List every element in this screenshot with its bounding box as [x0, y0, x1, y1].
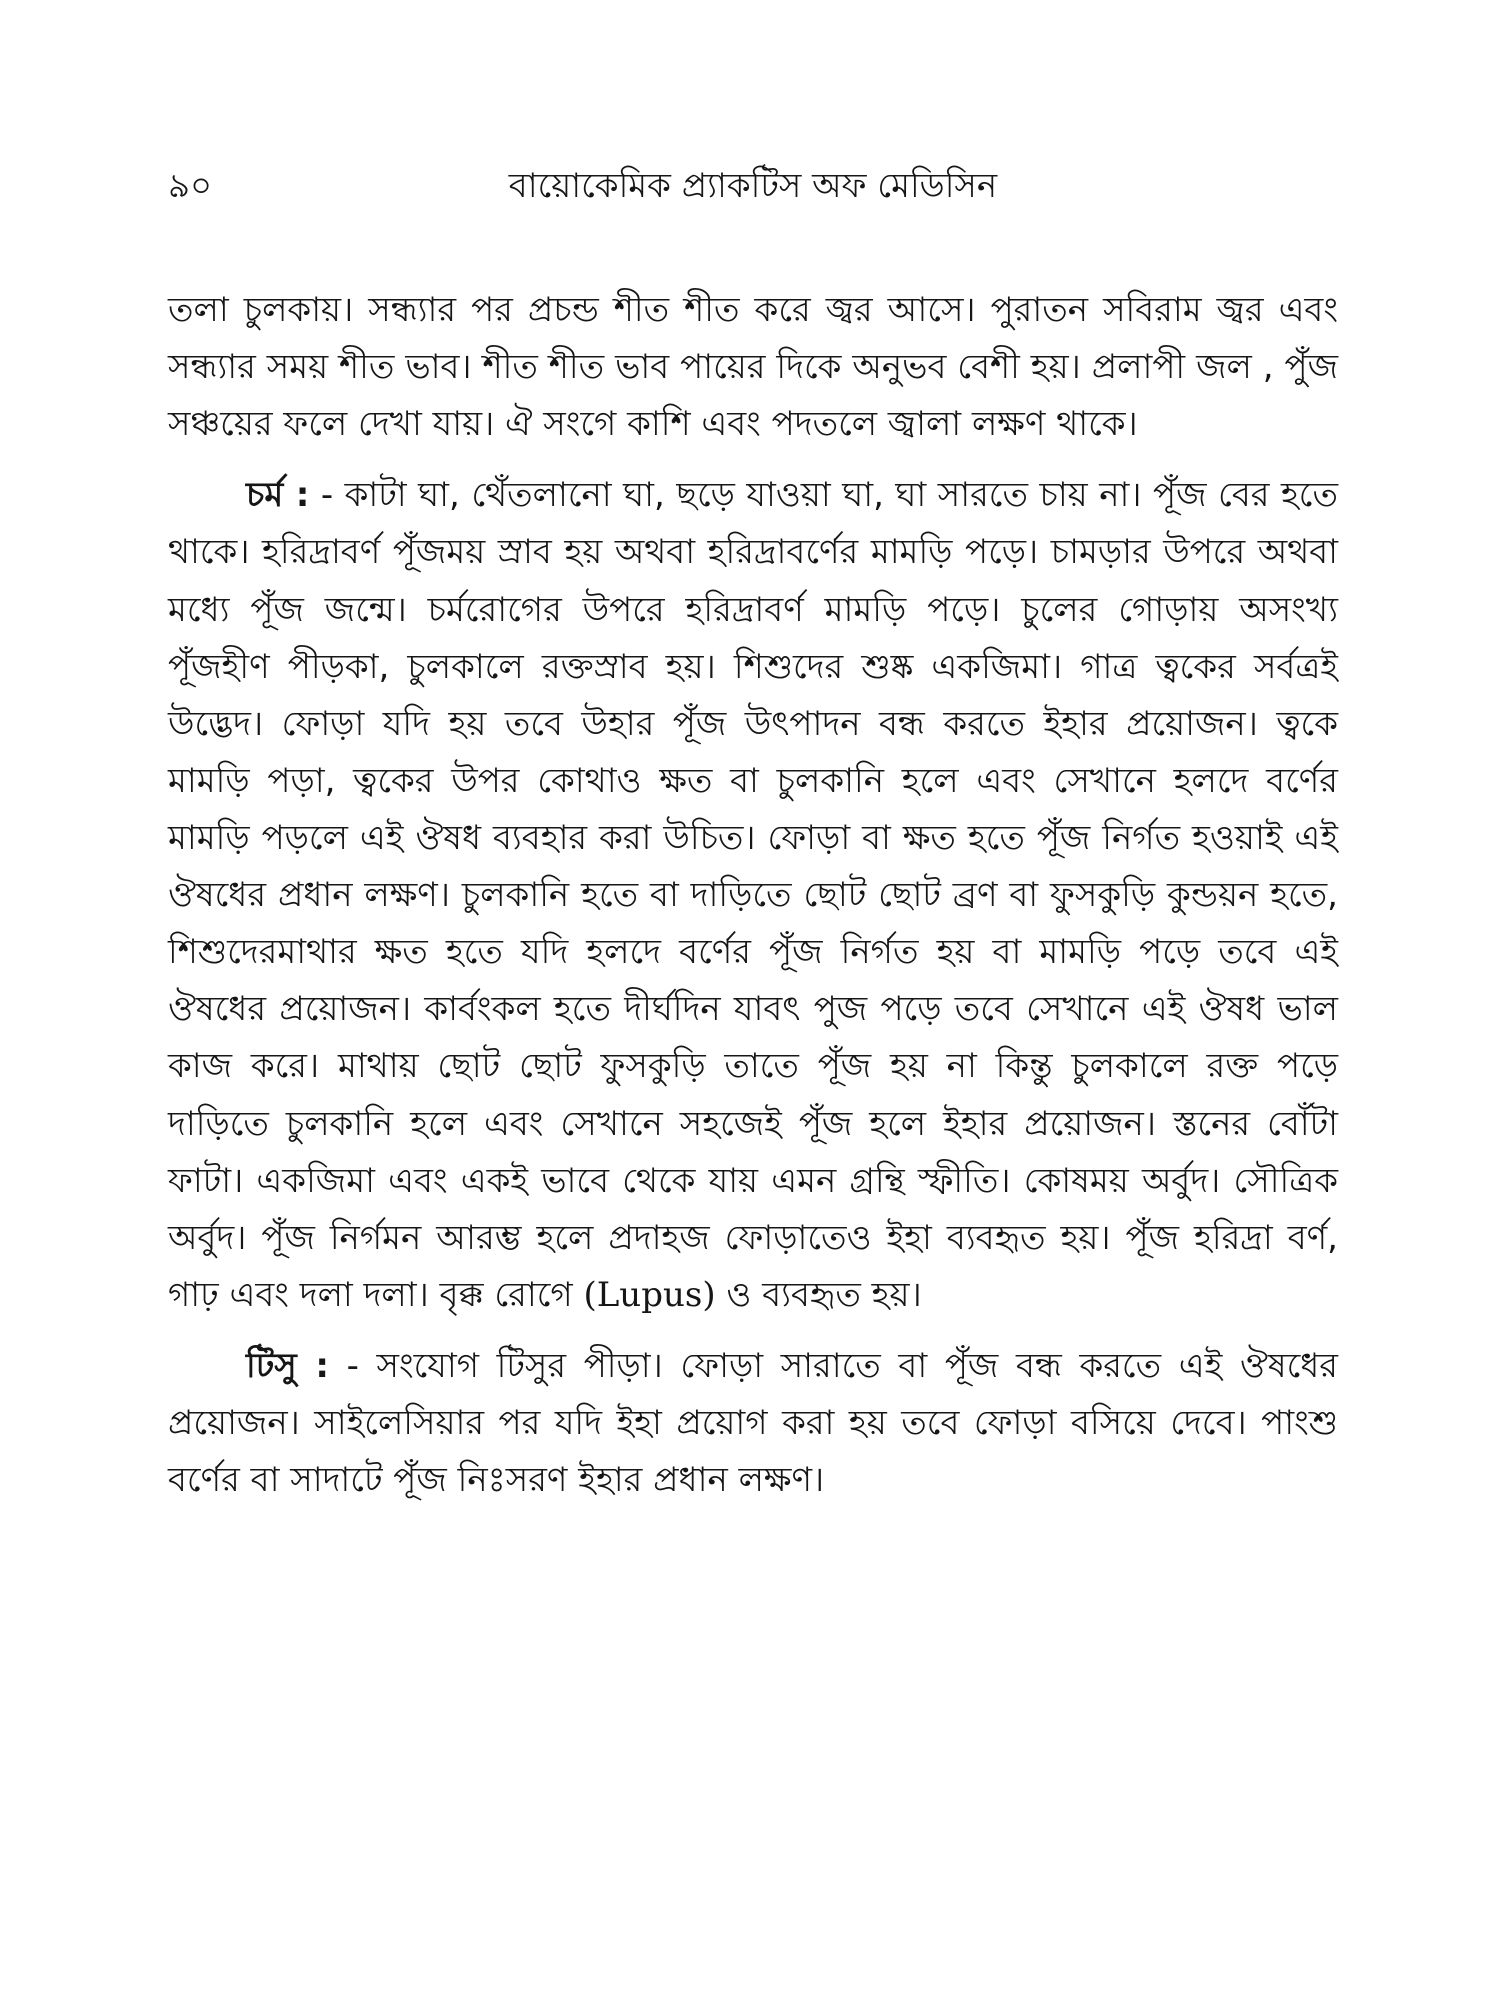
paragraph-text-end: ও ব্যবহৃত হয়। — [715, 1274, 922, 1315]
paragraph-text: তলা চুলকায়। সন্ধ্যার পর প্রচন্ড শীত শীত করে জ্বর আসে। পুরাতন সবিরাম জ্বর এবং সন্ধ্যার সময় শীত ভাব। শীত শীত ভাব পায়ের দিকে অনুভব বেশী হয়। প্রলাপী জল , পুঁজ সঞ্চয়ের ফলে দেখা যায়। ঐ সংগে কাশি এবং পদতলে জ্বালা লক্ষণ থাকে। — [168, 290, 1338, 445]
section-lead-skin: চর্ম : — [246, 475, 310, 516]
page-number: ৯০ — [168, 166, 213, 206]
running-head — [168, 158, 1338, 214]
section-lead-tissue: টিসু : — [246, 1345, 329, 1386]
paragraph-continued — [168, 282, 1338, 453]
paragraph-tissue — [168, 1338, 1338, 1509]
latin-term: (Lupus) — [583, 1274, 716, 1315]
paragraph-text: - সংযোগ টিসুর পীড়া। ফোড়া সারাতে বা পূঁজ বন্ধ করতে এই ঔষধের প্রয়োজন। সাইলেসিয়ার পর যদি ইহা প্রয়োগ করা হয় তবে ফোড়া বসিয়ে দেবে। পাংশু বর্ণের বা সাদাটে পূঁজ নিঃসরণ ইহার প্রধান লক্ষণ। — [168, 1345, 1338, 1501]
running-title: বায়োকেমিক প্র্যাকটিস অফ মেডিসিন — [508, 166, 998, 206]
body-text — [168, 282, 1338, 1509]
paragraph-text: - কাটা ঘা, থেঁতলানো ঘা, ছড়ে যাওয়া ঘা, ঘা সারতে চায় না। পূঁজ বের হতে থাকে। হরিদ্রাবর্ণ পূঁজময় স্রাব হয় অথবা হরিদ্রাবর্ণের মামড়ি পড়ে। চামড়ার উপরে অথবা মধ্যে পূঁজ জন্মে। চর্মরোগের উপরে হরিদ্রাবর্ণ মামড়ি পড়ে। চুলের গোড়ায় অসংখ্য পূঁজহীণ পীড়কা, চুলকালে রক্তস্রাব হয়। শিশুদের শুষ্ক একজিমা। গাত্র ত্বকের সর্বত্রই উদ্ভেদ। ফোড়া যদি হয় তবে উহার পূঁজ উৎপাদন বন্ধ করতে ইহার প্রয়োজন। ত্বকে মামড়ি পড়া, ত্বকের উপর কোথাও ক্ষত বা চুলকানি হলে এবং সেখানে হলদে বর্ণের মামড়ি পড়লে এই ঔষধ ব্যবহার করা উচিত। ফোড়া বা ক্ষত হতে পূঁজ নির্গত হওয়াই এই ঔষধের প্রধান লক্ষণ। চুলকানি হতে বা দাড়িতে ছোট ছোট ব্রণ বা ফুসকুড়ি কুন্ডয়ন হতে, শিশুদেরমাথার ক্ষত হতে যদি হলদে বর্ণের পূঁজ নির্গত হয় বা মামড়ি পড়ে তবে এই ঔষধের প্রয়োজন। কার্বংকল হতে দীর্ঘদিন যাবৎ পুজ পড়ে তবে সেখানে এই ঔষধ ভাল কাজ করে। মাথায় ছোট ছোট ফুসকুড়ি তাতে পূঁজ হয় না কিন্তু চুলকালে রক্ত পড়ে দাড়িতে চুলকানি হলে এবং সেখানে সহজেই পূঁজ হলে ইহার প্রয়োজন। স্তনের বোঁটা ফাটা। একজিমা এবং একই ভাবে থেকে যায় এমন গ্রন্থি স্ফীতি। কোষময় অর্বুদ। সৌত্রিক অর্বুদ। পূঁজ নির্গমন আরম্ভ হলে প্রদাহজ ফোড়াতেও ইহা ব্যবহৃত হয়। পূঁজ হরিদ্রা বর্ণ, গাঢ় এবং দলা দলা। বৃক্ক রোগে — [168, 475, 1338, 1315]
paragraph-skin — [168, 467, 1338, 1324]
